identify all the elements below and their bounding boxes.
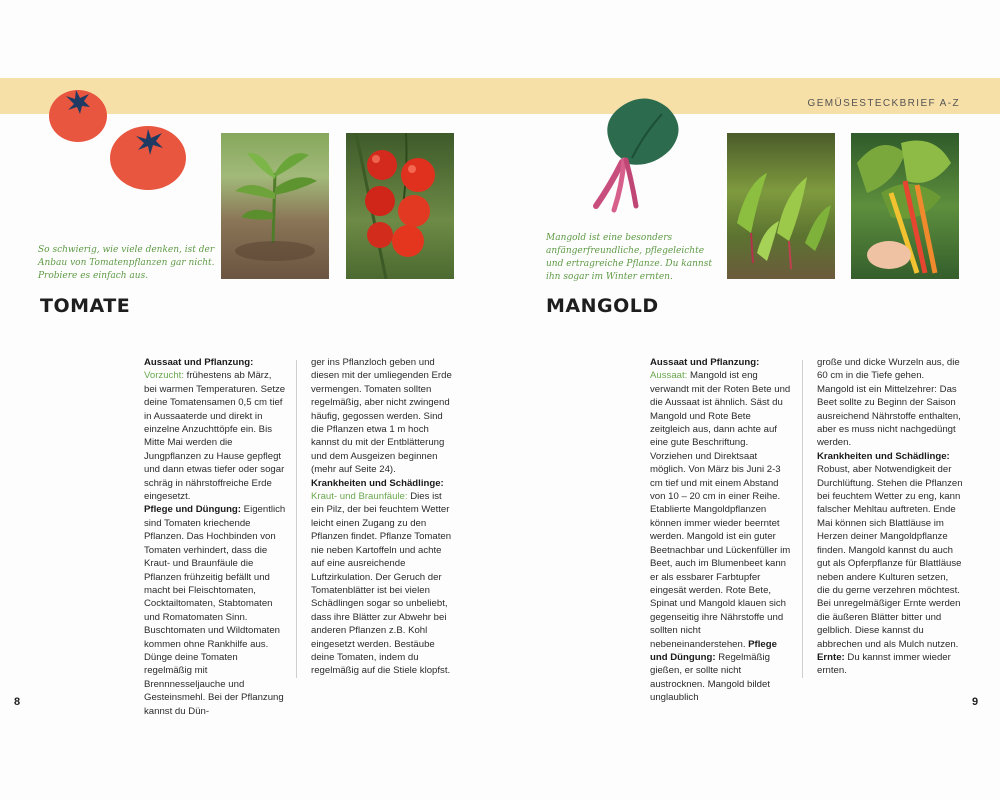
body-text: große und dicke Wurzeln aus, die 60 cm in die Tiefe gehen. Mangold ist ein Mittelzehrer: Das Beet sollte zu Beginn der Saison ausreichend Nährstoffe enthalten, aber es muss nicht nachgedüngt werden. <box>817 357 961 449</box>
body-text: Du kannst immer wieder ernten. <box>817 651 951 677</box>
page-title-tomate: TOMATE <box>40 295 131 317</box>
chard-leaf-illustration-icon <box>592 94 688 214</box>
tomatoes-photo <box>346 133 454 279</box>
section-heading: Aussaat und Pflanzung: <box>650 357 760 368</box>
page-number-left: 8 <box>14 696 21 708</box>
tomato-text-column-1 <box>144 356 286 718</box>
section-heading: Krankheiten und Schädlinge: <box>311 477 444 489</box>
column-divider <box>802 360 803 678</box>
page-number-right: 9 <box>972 696 979 708</box>
section-heading: Krankheiten und Schädlinge: <box>817 450 950 462</box>
page-title-mangold: MANGOLD <box>546 295 659 317</box>
running-head: GEMÜSESTECKBRIEF A-Z <box>807 98 960 109</box>
chard-text-column-1 <box>650 356 792 705</box>
tomato-seedling-photo <box>221 133 329 279</box>
section-heading: Ernte: <box>817 651 845 663</box>
body-text: frühestens ab März, bei warmen Temperaturen. Setze deine Tomatensamen 0,5 cm tief in Aussaaterde und direkt in einzelne Anzuchttöpfe ein. Bis Mitte Mai werden die Jungpflanzen zu Hause gepflegt und dann etwas tiefer oder sogar schräg in nährstoffreiche Erde eingesetzt. <box>144 370 286 503</box>
section-heading: Pflege und Düngung: <box>144 504 241 516</box>
chard-text-column-2 <box>817 356 963 678</box>
section-heading: Aussaat und Pflanzung: <box>144 357 254 368</box>
body-text: Eigentlich sind Tomaten kriechende Pflanzen. Das Hochbinden von Tomaten verhindert, dass die Kraut- und Braunfäule die Pflanzen frühzeitig befällt und macht bei Fleischtomaten, Cocktailtomaten, Stabtomaten und Romatomaten Sinn. Buschtomaten und Wildtomaten kommen ohne Rankhilfe aus. Dünge deine Tomaten regelmäßig mit Brennnesseljauche und Gesteinsmehl. Bei der Pflanzung kannst du Dün- <box>144 504 286 717</box>
chard-harvest-photo <box>851 133 959 279</box>
body-text: Mangold ist eng verwandt mit der Roten Bete und die Aussaat ist ähnlich. Säst du Mangold und Rote Bete zeitgleich aus, dann achte auf eine gute Beschriftung. Vorziehen und Direktsaat möglich. Von März bis Juni 2-3 cm tief und mit einem Abstand von 10 – 20 cm in einer Reihe. Etablierte Mangoldpflanzen können immer wieder beerntet werden. Mangold ist ein guter Beetnachbar und Lückenfüller im Beet, auch im Blumenbeet kann er als essbarer Farbtupfer eingesät werden. Rote Bete, Spinat und Mangold klauen sich gegenseitig ihre Nährstoffe und sollten nicht nebeneinanderstehen. <box>650 370 791 650</box>
body-text: ger ins Pflanzloch geben und diesen mit der umliegenden Erde vermengen. Tomaten sollten regelmäßig, aber nicht zwingend häufig, gegossen werden. Sind die Pflanzen etwa 1 m hoch kannst du mit der Entblätterung und dem Ausgeizen beginnen (mehr auf Seite 24). <box>311 357 452 476</box>
tomato-illustration-icon <box>44 86 194 196</box>
chard-seedlings-photo <box>727 133 835 279</box>
highlight-label: Vorzucht: <box>144 370 184 382</box>
body-text: Robust, aber Notwendigkeit der Durchlüftung. Stehen die Pflanzen bei feuchtem Wetter zu eng, kann falscher Mehltau auftreten. Ende Mai können sich Blattläuse im Herzen deiner Mangoldpflanze finden. Mangold kannst du auch gut als Opferpflanze für Blattläuse neben andere Kulturen setzen, die du gerne verzehren möchtest. Bei unregelmäßiger Ernte werden die äußeren Blätter bitter und gelblich. Diese kannst du abbrechen und als Mulch nutzen. <box>817 464 963 650</box>
section-heading: Pflege und Düngung: <box>650 638 777 663</box>
highlight-label: Aussaat: <box>650 370 688 382</box>
body-text: Dies ist ein Pilz, der bei feuchtem Wetter leicht einen Zugang zu den Pflanzen findet. Pflanze Tomaten nie neben Kartoffeln und achte auf eine ausreichende Luftzirkulation. Der Geruch der Tomatenblätter ist bei vielen Schädlingen sogar so unbeliebt, dass ihre Blätter zur Abwehr bei anderen Pflanzen z.B. Kohl eingesetzt werden. Bestäube deine Tomaten, indem du regelmäßig auf die Stiele klopfst. <box>311 491 452 677</box>
body-text: Regelmäßig gießen, er sollte nicht austrocknen. Mangold bildet unglaublich <box>650 651 770 704</box>
tomato-text-column-2 <box>311 356 457 678</box>
chard-intro-text: Mangold ist eine besonders anfängerfreundliche, pflegeleichte und ertragreiche Pflanze. Du kannst ihn sogar im Winter ernten. <box>546 233 712 282</box>
tomato-intro-text: So schwierig, wie viele denken, ist der Anbau von Tomatenpflanzen gar nicht. Probiere es einfach aus. <box>38 245 215 281</box>
column-divider <box>296 360 297 678</box>
highlight-label: Kraut- und Braunfäule: <box>311 491 408 503</box>
